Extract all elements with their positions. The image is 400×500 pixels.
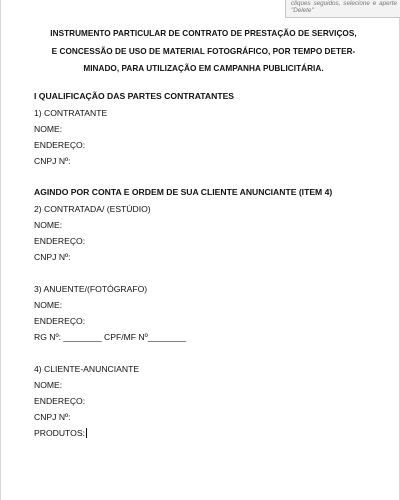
contratante-cnpj-field[interactable]: CNPJ Nº: <box>34 156 71 166</box>
anuente-rg-cpf-field[interactable]: RG Nº: ________ CPF/MF Nº________ <box>34 332 186 342</box>
cliente-cnpj-field[interactable]: CNPJ Nº: <box>34 412 71 422</box>
contratada-endereco-field[interactable]: ENDEREÇO: <box>34 236 86 246</box>
cliente-endereco-field[interactable]: ENDEREÇO: <box>34 396 86 406</box>
document-title <box>31 25 376 78</box>
title-line-2: E CONCESSÃO DE USO DE MATERIAL FOTOGRÁFICO, POR TEMPO DETER- <box>51 46 356 56</box>
cliente-produtos-field[interactable]: PRODUTOS: <box>34 428 85 438</box>
contratante-nome-field[interactable]: NOME: <box>34 124 63 134</box>
contratada-cnpj-field[interactable]: CNPJ Nº: <box>34 252 71 262</box>
title-line-3: MINADO, PARA UTILIZAÇÃO EM CAMPANHA PUBLICITÁRIA. <box>83 64 324 73</box>
contratante-heading: 1) CONTRATANTE <box>34 108 108 118</box>
agindo-statement: AGINDO POR CONTA E ORDEM DE SUA CLIENTE ANUNCIANTE (ITEM 4) <box>34 187 333 197</box>
contratada-nome-field[interactable]: NOME: <box>34 220 63 230</box>
anuente-heading: 3) ANUENTE/(FOTÓGRAFO) <box>34 284 148 294</box>
cliente-produtos-row[interactable] <box>34 428 87 439</box>
title-line-1: INSTRUMENTO PARTICULAR DE CONTRATO DE PRESTAÇÃO DE SERVIÇOS, <box>50 29 357 38</box>
contratante-endereco-field[interactable]: ENDEREÇO: <box>34 140 86 150</box>
help-tooltip: cliques seguidos, selecione e aperte "Delete" <box>285 0 400 18</box>
text-cursor <box>86 428 87 438</box>
contratada-heading: 2) CONTRATADA/ (ESTÚDIO) <box>34 204 151 214</box>
anuente-nome-field[interactable]: NOME: <box>34 300 63 310</box>
cliente-nome-field[interactable]: NOME: <box>34 380 63 390</box>
cliente-heading: 4) CLIENTE-ANUNCIANTE <box>34 364 140 374</box>
anuente-endereco-field[interactable]: ENDEREÇO: <box>34 316 86 326</box>
section-heading: I QUALIFICAÇÃO DAS PARTES CONTRATANTES <box>34 91 235 101</box>
